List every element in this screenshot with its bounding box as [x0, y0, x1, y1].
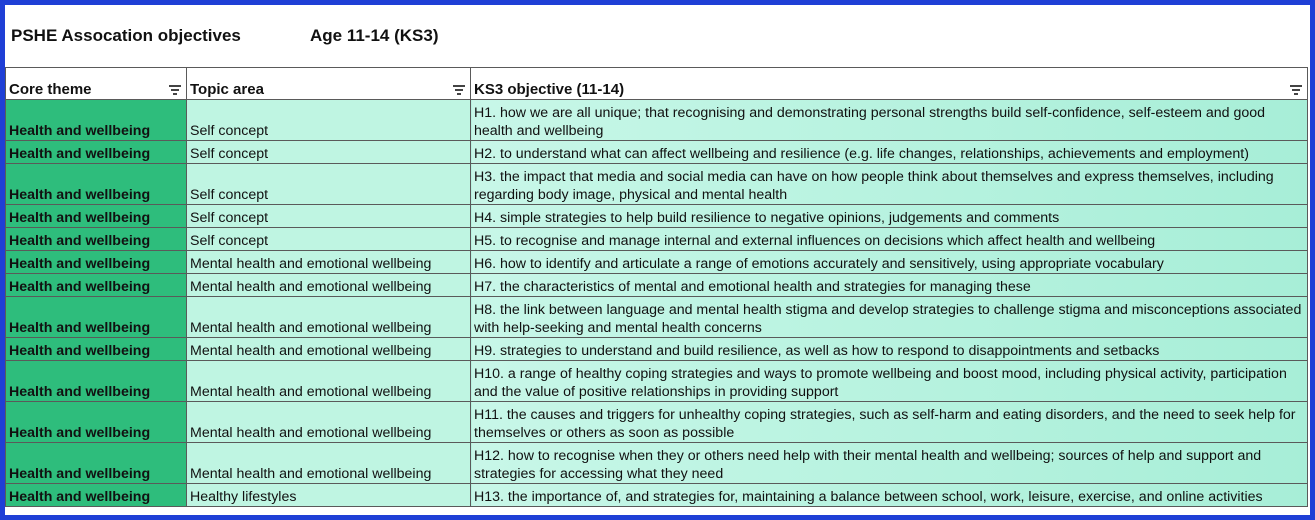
table-row — [6, 228, 1308, 251]
table-row — [6, 164, 1308, 205]
column-header-label: Core theme — [9, 81, 92, 98]
core-theme-cell[interactable]: Health and wellbeing — [6, 484, 187, 507]
table-row — [6, 361, 1308, 402]
table-row — [6, 402, 1308, 443]
topic-area-cell[interactable]: Self concept — [187, 205, 471, 228]
objective-cell[interactable]: H11. the causes and triggers for unhealthy coping strategies, such as self-harm and eating disorders, and the need to seek help for themselves or others as soon as possible — [471, 402, 1308, 443]
objective-cell[interactable]: H5. to recognise and manage internal and external influences on decisions which affect health and wellbeing — [471, 228, 1308, 251]
column-header-topic-area[interactable] — [187, 68, 471, 100]
header-row — [6, 68, 1308, 100]
table-row — [6, 297, 1308, 338]
objective-cell[interactable]: H10. a range of healthy coping strategies and ways to promote wellbeing and boost mood, including physical activity, participation and the value of positive relationships in providing support — [471, 361, 1308, 402]
age-label: Age 11-14 (KS3) — [310, 26, 439, 45]
table-row — [6, 100, 1308, 141]
table-body — [6, 100, 1308, 507]
objective-cell[interactable]: H8. the link between language and mental health stigma and develop strategies to challenge stigma and misconceptions associated with help-seeking and mental health concerns — [471, 297, 1308, 338]
core-theme-cell[interactable]: Health and wellbeing — [6, 402, 187, 443]
filter-icon[interactable] — [453, 85, 465, 94]
core-theme-cell[interactable]: Health and wellbeing — [6, 164, 187, 205]
topic-area-cell[interactable]: Mental health and emotional wellbeing — [187, 402, 471, 443]
topic-area-cell[interactable]: Self concept — [187, 164, 471, 205]
table-row — [6, 274, 1308, 297]
filter-icon[interactable] — [169, 85, 181, 94]
topic-area-cell[interactable]: Mental health and emotional wellbeing — [187, 297, 471, 338]
topic-area-cell[interactable]: Mental health and emotional wellbeing — [187, 338, 471, 361]
topic-area-cell[interactable]: Mental health and emotional wellbeing — [187, 251, 471, 274]
core-theme-cell[interactable]: Health and wellbeing — [6, 141, 187, 164]
table-row — [6, 251, 1308, 274]
topic-area-cell[interactable]: Mental health and emotional wellbeing — [187, 361, 471, 402]
core-theme-cell[interactable]: Health and wellbeing — [6, 205, 187, 228]
column-header-label: KS3 objective (11-14) — [474, 81, 625, 98]
table-row — [6, 205, 1308, 228]
topic-area-cell[interactable]: Self concept — [187, 228, 471, 251]
core-theme-cell[interactable]: Health and wellbeing — [6, 338, 187, 361]
column-header-ks3-objective[interactable] — [471, 68, 1308, 100]
objective-cell[interactable]: H9. strategies to understand and build resilience, as well as how to respond to disappointments and setbacks — [471, 338, 1308, 361]
sheet-title: PSHE Assocation objectives — [11, 26, 241, 45]
core-theme-cell[interactable]: Health and wellbeing — [6, 251, 187, 274]
objective-cell[interactable]: H6. how to identify and articulate a range of emotions accurately and sensitively, using appropriate vocabulary — [471, 251, 1308, 274]
objective-cell[interactable]: H3. the impact that media and social media can have on how people think about themselves and express themselves, including regarding body image, physical and mental health — [471, 164, 1308, 205]
table-row — [6, 141, 1308, 164]
table-row — [6, 443, 1308, 484]
table-row — [6, 484, 1308, 507]
column-header-label: Topic area — [190, 81, 264, 98]
objective-cell[interactable]: H4. simple strategies to help build resilience to negative opinions, judgements and comments — [471, 205, 1308, 228]
objective-cell[interactable]: H12. how to recognise when they or others need help with their mental health and wellbeing; sources of help and support and strategies for accessing what they need — [471, 443, 1308, 484]
core-theme-cell[interactable]: Health and wellbeing — [6, 297, 187, 338]
topic-area-cell[interactable]: Self concept — [187, 100, 471, 141]
objective-cell[interactable]: H13. the importance of, and strategies for, maintaining a balance between school, work, leisure, exercise, and online activities — [471, 484, 1308, 507]
core-theme-cell[interactable]: Health and wellbeing — [6, 100, 187, 141]
core-theme-cell[interactable]: Health and wellbeing — [6, 443, 187, 484]
core-theme-cell[interactable]: Health and wellbeing — [6, 228, 187, 251]
column-header-core-theme[interactable] — [6, 68, 187, 100]
objective-cell[interactable]: H2. to understand what can affect wellbeing and resilience (e.g. life changes, relationships, achievements and employment) — [471, 141, 1308, 164]
objective-cell[interactable]: H1. how we are all unique; that recognising and demonstrating personal strengths build self-confidence, self-esteem and good health and wellbeing — [471, 100, 1308, 141]
topic-area-cell[interactable]: Mental health and emotional wellbeing — [187, 274, 471, 297]
topic-area-cell[interactable]: Self concept — [187, 141, 471, 164]
title-row — [5, 5, 1310, 67]
filter-icon[interactable] — [1290, 85, 1302, 94]
core-theme-cell[interactable]: Health and wellbeing — [6, 274, 187, 297]
core-theme-cell[interactable]: Health and wellbeing — [6, 361, 187, 402]
objective-cell[interactable]: H7. the characteristics of mental and emotional health and strategies for managing these — [471, 274, 1308, 297]
table-row — [6, 338, 1308, 361]
topic-area-cell[interactable]: Mental health and emotional wellbeing — [187, 443, 471, 484]
objectives-table — [5, 67, 1308, 507]
topic-area-cell[interactable]: Healthy lifestyles — [187, 484, 471, 507]
